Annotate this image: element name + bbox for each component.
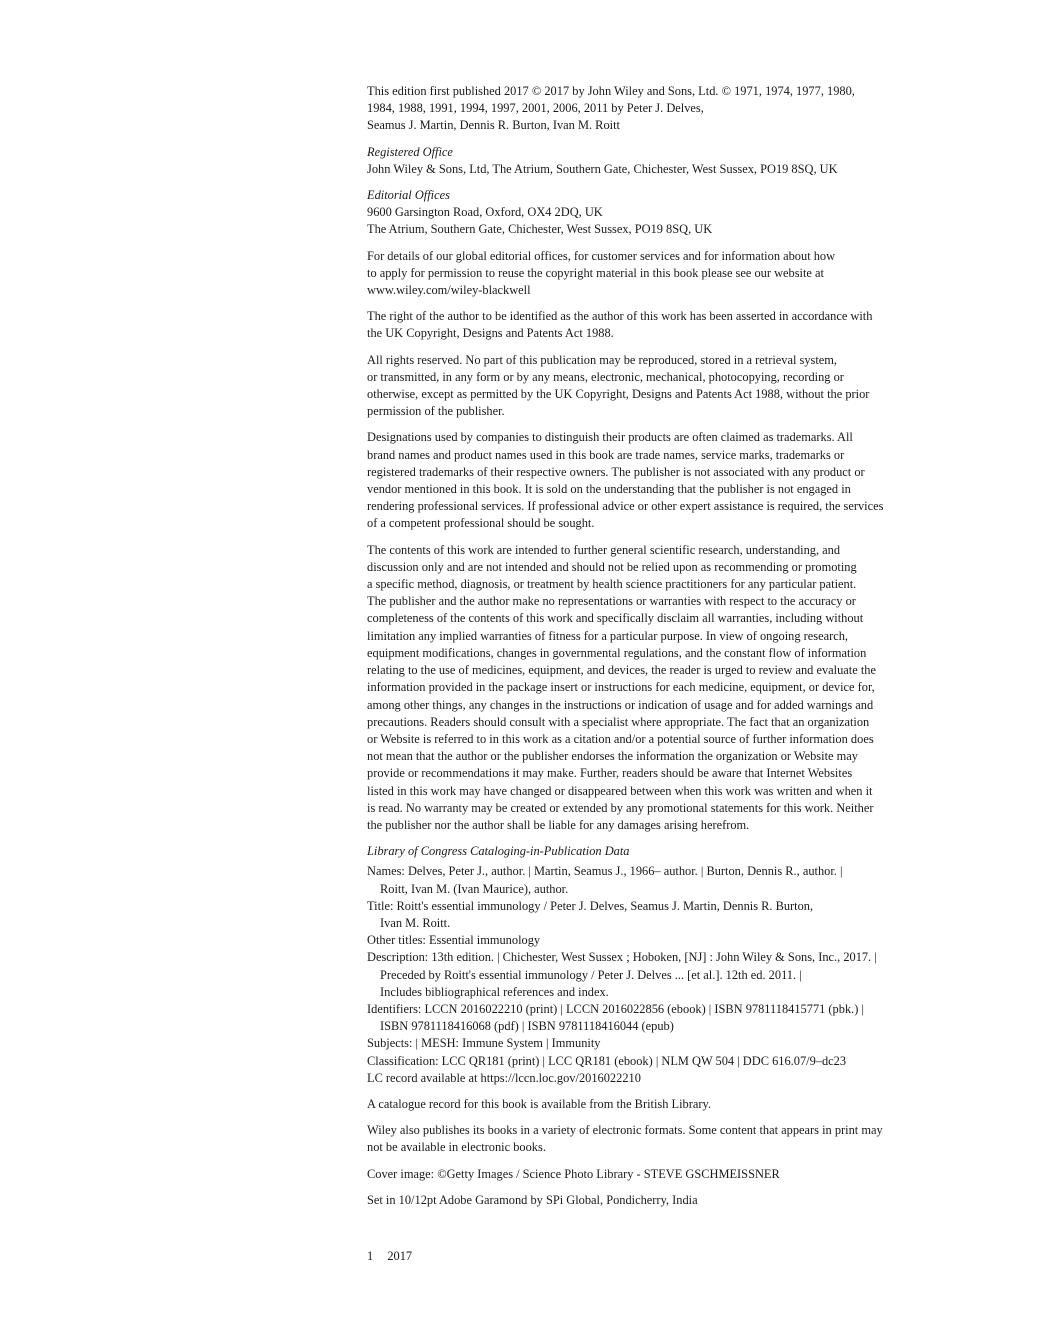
text-line: This edition first published 2017 © 2017 by John Wiley and Sons, Ltd. © 1971, 1974, 1977, 1980, [367, 84, 855, 98]
paragraph [367, 308, 927, 342]
paragraph [367, 429, 927, 532]
cip-title: Library of Congress Cataloging-in-Publication Data [367, 844, 630, 859]
text-line: Other titles: Essential immunology [367, 933, 541, 948]
text-line: Preceded by Roitt's essential immunology / Peter J. Delves ... [et al.]. 12th ed. 2011. | [380, 967, 802, 982]
paragraph [367, 1122, 927, 1156]
text-line: Designations used by companies to distinguish their products are often claimed as trademarks. All [367, 430, 853, 445]
text-line: Includes bibliographical references and index. [380, 984, 609, 999]
text-line: Names: Delves, Peter J., author. | Martin, Seamus J., 1966– author. | Burton, Dennis R., author. | [367, 864, 843, 879]
text-line: Ivan M. Roitt. [380, 915, 451, 930]
text-line: The Atrium, Southern Gate, Chichester, West Sussex, PO19 8SQ, UK [367, 222, 713, 237]
text-line: rendering professional services. If professional advice or other expert assistance is required, the services [367, 499, 884, 514]
text-line: Title: Roitt's essential immunology / Peter J. Delves, Seamus J. Martin, Dennis R. Burton, [367, 898, 814, 913]
text-line: John Wiley & Sons, Ltd, The Atrium, Southern Gate, Chichester, West Sussex, PO19 8SQ, UK [367, 161, 838, 176]
text-line: Description: 13th edition. | Chichester, West Sussex ; Hoboken, [NJ] : John Wiley & Sons, Inc., 2017. | [367, 950, 877, 965]
paragraph [367, 1192, 927, 1209]
editorial-offices-label: Editorial Offices [367, 188, 450, 203]
cip-entry [367, 1001, 927, 1035]
text-line: vendor mentioned in this book. It is sold on the understanding that the publisher is not engaged in [367, 482, 851, 497]
paragraph [367, 352, 927, 421]
printing-line [367, 1248, 412, 1265]
text-line: of a competent professional should be sought. [367, 516, 595, 531]
copyright-content [367, 83, 927, 1218]
text-line: LC record available at https://lccn.loc.gov/2016022210 [367, 1070, 641, 1085]
text-line: For details of our global editorial offices, for customer services and for information about how [367, 248, 836, 263]
text-line: or Website is referred to in this work as a citation and/or a potential source of further information does [367, 731, 874, 746]
cip-rows [367, 863, 927, 1087]
text-line: discussion only and are not intended and should not be relied upon as recommending or promoting [367, 559, 857, 574]
text-line: Cover image: ©Getty Images / Science Photo Library - STEVE GSCHMEISSNER [367, 1166, 780, 1181]
text-line: brand names and product names used in this book are trade names, service marks, trademarks or [367, 447, 845, 462]
text-line: Set in 10/12pt Adobe Garamond by SPi Global, Pondicherry, India [367, 1192, 698, 1207]
text-line: completeness of the contents of this work and specifically disclaim all warranties, including without [367, 611, 864, 626]
registered-office-label: Registered Office [367, 144, 453, 159]
paragraph [367, 1166, 927, 1183]
text-line: All rights reserved. No part of this publication may be reproduced, stored in a retrieval system, [367, 352, 838, 367]
text-line: relating to the use of medicines, equipment, and devices, the reader is urged to review and evaluate the [367, 663, 876, 678]
text-line: or transmitted, in any form or by any means, electronic, mechanical, photocopying, recording or [367, 369, 844, 384]
editorial-offices [367, 187, 927, 239]
text-line: ISBN 9781118416068 (pdf) | ISBN 9781118416044 (epub) [380, 1019, 674, 1034]
legal-paragraphs [367, 248, 927, 835]
text-line: not be available in electronic books. [367, 1140, 546, 1155]
text-line: Subjects: | MESH: Immune System | Immunity [367, 1036, 601, 1051]
text-line: the UK Copyright, Designs and Patents Act 1988. [367, 326, 614, 341]
text-line: The publisher and the author make no representations or warranties with respect to the accuracy or [367, 594, 856, 609]
text-line: Identifiers: LCCN 2016022210 (print) | LCCN 2016022856 (ebook) | ISBN 9781118415771 (pbk.) | [367, 1001, 864, 1016]
text-line: the publisher nor the author shall be liable for any damages arising herefrom. [367, 817, 750, 832]
text-line: Classification: LCC QR181 (print) | LCC QR181 (ebook) | NLM QW 504 | DDC 616.07/9–dc23 [367, 1053, 847, 1068]
printing-number: 1 [367, 1249, 374, 1263]
text-line: equipment modifications, changes in governmental regulations, and the constant flow of information [367, 645, 867, 660]
text-line: The contents of this work are intended to further general scientific research, understanding, and [367, 542, 841, 557]
text-line: 1984, 1988, 1991, 1994, 1997, 2001, 2006, 2011 by Peter J. Delves, [367, 101, 704, 116]
text-line: 9600 Garsington Road, Oxford, OX4 2DQ, UK [367, 205, 603, 220]
cip-entry [367, 898, 927, 932]
text-line: a specific method, diagnosis, or treatment by health science practitioners for any particular patient. [367, 577, 857, 592]
text-line: is read. No warranty may be created or extended by any promotional statements for this work. Neither [367, 800, 874, 815]
registered-office [367, 144, 927, 178]
printing-year: 2017 [387, 1249, 413, 1263]
text-line: precautions. Readers should consult with a specialist where appropriate. The fact that an organization [367, 714, 870, 729]
copyright-notice [367, 83, 927, 135]
closing-paragraphs [367, 1096, 927, 1209]
cip-entry [367, 863, 927, 897]
text-line: www.wiley.com/wiley-blackwell [367, 283, 531, 298]
paragraph [367, 542, 927, 834]
text-line: Seamus J. Martin, Dennis R. Burton, Ivan M. Roitt [367, 118, 620, 133]
text-line: among other things, any changes in the instructions or indication of usage and for added warnings and [367, 697, 874, 712]
cip-entry [367, 1053, 927, 1070]
text-line: Roitt, Ivan M. (Ivan Maurice), author. [380, 881, 569, 896]
text-line: Wiley also publishes its books in a variety of electronic formats. Some content that appears in print may [367, 1123, 883, 1138]
text-line: provide or recommendations it may make. Further, readers should be aware that Internet Websites [367, 766, 853, 781]
text-line: permission of the publisher. [367, 404, 505, 419]
text-line: limitation any implied warranties of fitness for a particular purpose. In view of ongoing research, [367, 628, 849, 643]
paragraph [367, 1096, 927, 1113]
text-line: to apply for permission to reuse the copyright material in this book please see our website at [367, 265, 824, 280]
text-line: listed in this work may have changed or disappeared between when this work was written and when it [367, 783, 873, 798]
text-line: not mean that the author or the publisher endorses the information the organization or Website may [367, 749, 858, 764]
cip-entry [367, 1070, 927, 1087]
cip-entry [367, 949, 927, 1001]
paragraph [367, 248, 927, 300]
text-line: otherwise, except as permitted by the UK Copyright, Designs and Patents Act 1988, without the prior [367, 387, 870, 402]
text-line: information provided in the package insert or instructions for each medicine, equipment, or device for, [367, 680, 875, 695]
cip-data [367, 843, 927, 1087]
text-line: A catalogue record for this book is available from the British Library. [367, 1096, 711, 1111]
cip-entry [367, 932, 927, 949]
cip-entry [367, 1035, 927, 1052]
text-line: The right of the author to be identified as the author of this work has been asserted in accordance with [367, 309, 873, 324]
text-line: registered trademarks of their respective owners. The publisher is not associated with any product or [367, 464, 865, 479]
